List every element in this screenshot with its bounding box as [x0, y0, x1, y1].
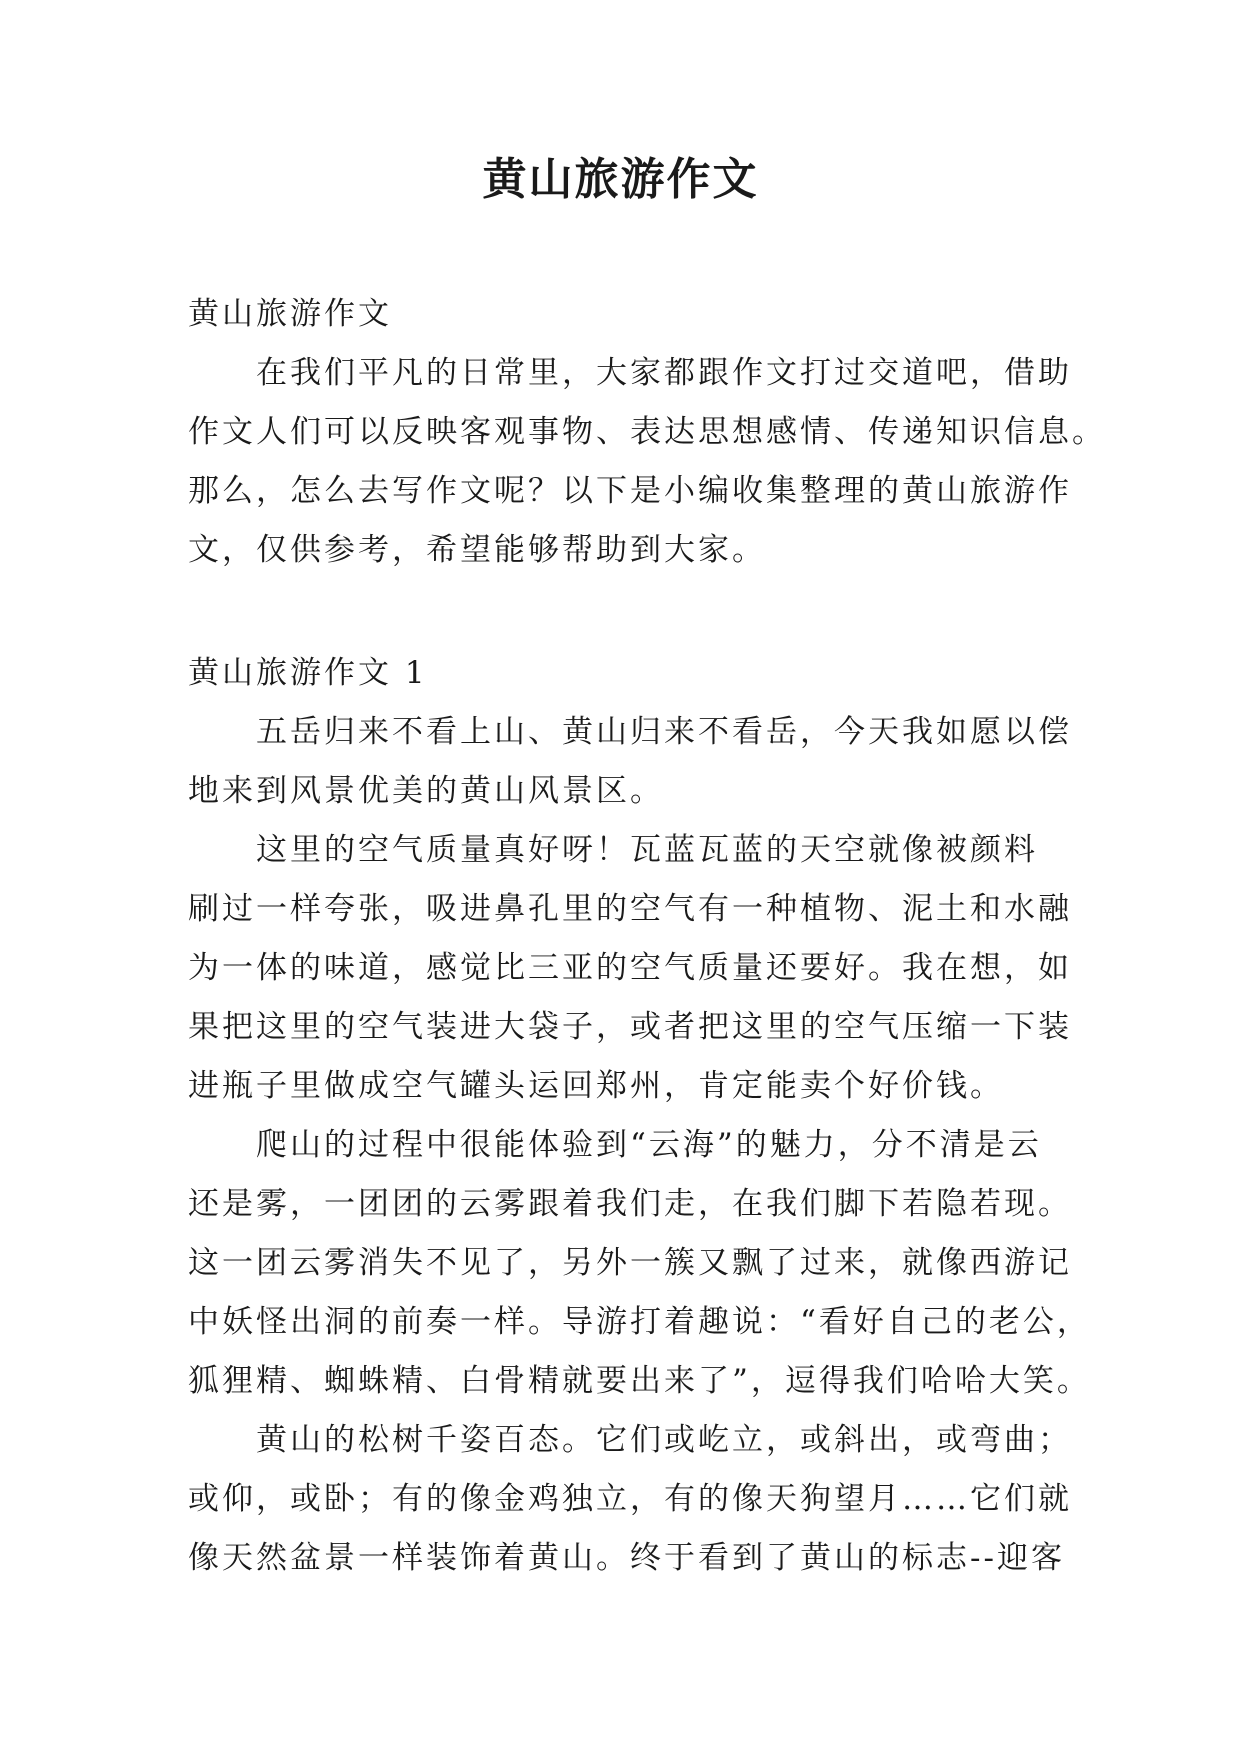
paragraph-1 [188, 703, 1072, 821]
paragraph-line: 在我们平凡的日常里，大家都跟作文打过交道吧，借助 [256, 355, 1072, 391]
section-spacer [188, 580, 1064, 644]
paragraph-line: 或仰，或卧；有的像金鸡独立，有的像天狗望月……它们就 [188, 1481, 1072, 1517]
paragraph-line: 爬山的过程中很能体验到“云海”的魅力，分不清是云 [256, 1127, 1042, 1163]
paragraph-line: 为一体的味道，感觉比三亚的空气质量还要好。我在想，如 [188, 950, 1072, 986]
paragraph-line: 进瓶子里做成空气罐头运回郑州，肯定能卖个好价钱。 [188, 1068, 1004, 1104]
paragraph-line: 果把这里的空气装进大袋子，或者把这里的空气压缩一下装 [188, 1009, 1072, 1045]
document-body [188, 285, 1106, 1588]
intro-heading: 黄山旅游作文 [188, 296, 392, 332]
paragraph-3 [188, 1116, 1091, 1411]
paragraph-line: 黄山的松树千姿百态。它们或屹立，或斜出，或弯曲； [256, 1422, 1072, 1458]
paragraph-4 [188, 1411, 1072, 1588]
paragraph-line: 文，仅供参考，希望能够帮助到大家。 [188, 532, 766, 568]
document-title: 黄山旅游作文 [482, 154, 759, 205]
paragraph-line: 狐狸精、蜘蛛精、白骨精就要出来了”，逗得我们哈哈大笑。 [188, 1363, 1091, 1399]
paragraph-2 [188, 821, 1072, 1116]
paragraph-line: 这里的空气质量真好呀！瓦蓝瓦蓝的天空就像被颜料 [256, 832, 1038, 868]
paragraph-line: 作文人们可以反映客观事物、表达思想感情、传递知识信息。 [188, 414, 1106, 450]
paragraph-line: 还是雾，一团团的云雾跟着我们走，在我们脚下若隐若现。 [188, 1186, 1072, 1222]
intro-paragraph [188, 344, 1106, 580]
paragraph-line: 中妖怪出洞的前奏一样。导游打着趣说：“看好自己的老公， [188, 1304, 1091, 1340]
paragraph-line: 像天然盆景一样装饰着黄山。终于看到了黄山的标志--迎客 [188, 1540, 1065, 1576]
paragraph-line: 五岳归来不看上山、黄山归来不看岳，今天我如愿以偿 [256, 714, 1072, 750]
paragraph-line: 那么，怎么去写作文呢？以下是小编收集整理的黄山旅游作 [188, 473, 1072, 509]
section-heading: 黄山旅游作文 1 [188, 655, 428, 691]
paragraph-line: 刷过一样夸张，吸进鼻孔里的空气有一种植物、泥土和水融 [188, 891, 1072, 927]
paragraph-line: 地来到风景优美的黄山风景区。 [188, 773, 664, 809]
paragraph-line: 这一团云雾消失不见了，另外一簇又飘了过来，就像西游记 [188, 1245, 1072, 1281]
